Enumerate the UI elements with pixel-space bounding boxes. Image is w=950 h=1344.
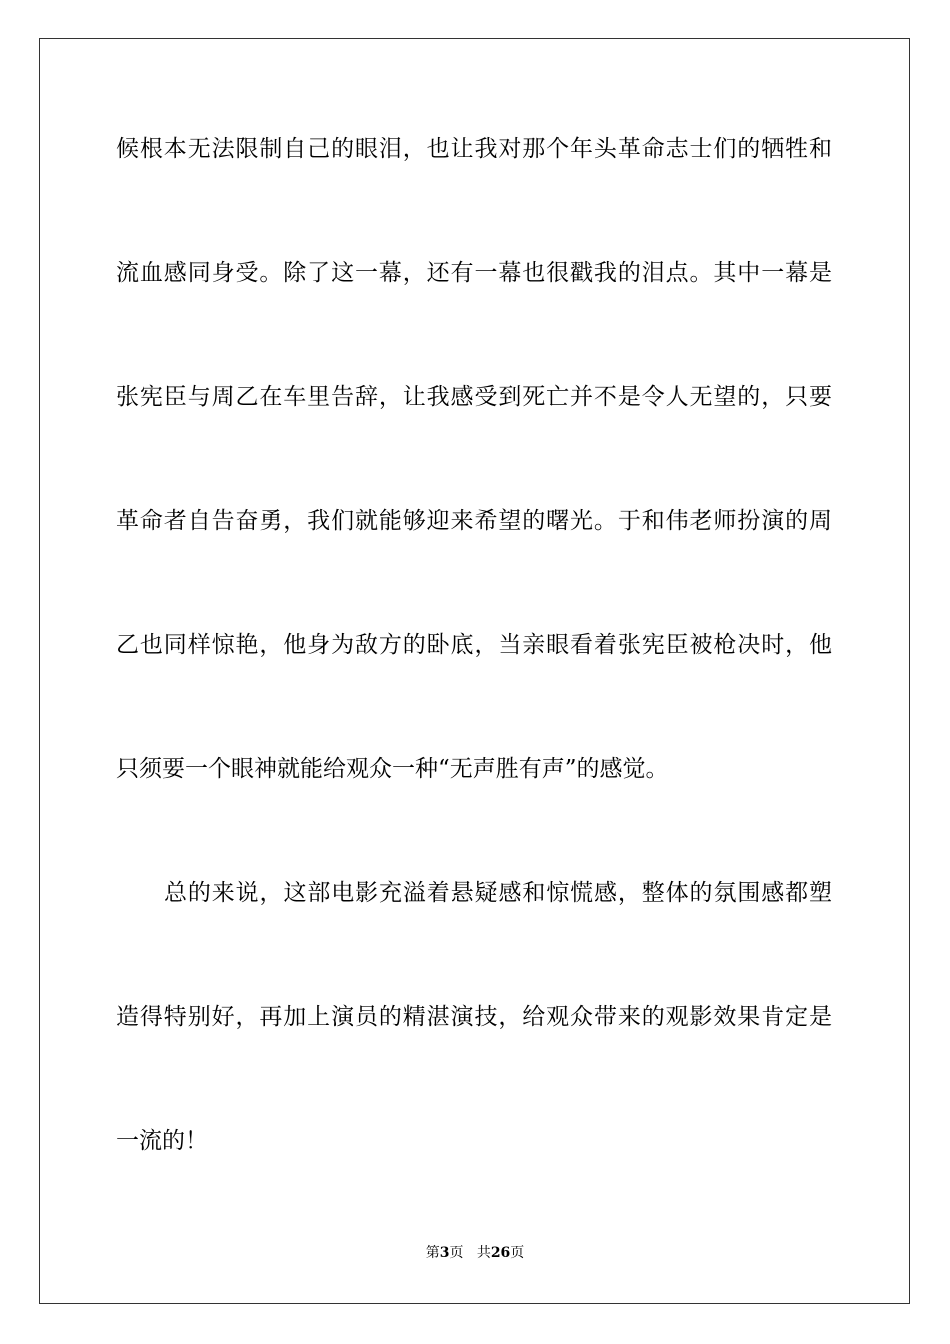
page-number: 3 [439,1245,450,1261]
text-line: 一流的！ [116,1128,208,1154]
total-pages: 26 [490,1245,511,1261]
text-line: 革命者自告奋勇，我们就能够迎来希望的曙光。于和伟老师扮演的周 [116,508,832,534]
text-line: 候根本无法限制自己的眼泪，也让我对那个年头革命志士们的牺牲和 [116,136,832,162]
text-line: 只须要一个眼神就能给观众一种“无声胜有声”的感觉。 [116,756,669,782]
text-line: 乙也同样惊艳，他身为敌方的卧底，当亲眼看着张宪臣被枪决时，他 [116,632,832,658]
total-suffix: 页 [510,1245,525,1261]
page-border [39,38,910,1304]
page-prefix: 第 [425,1245,440,1261]
total-prefix: 共 [476,1245,491,1261]
page-footer [0,1244,950,1262]
paragraph-first-line: 总的来说，这部电影充溢着悬疑感和惊慌感，整体的氛围感都塑 [164,880,832,906]
text-line: 张宪臣与周乙在车里告辞，让我感受到死亡并不是令人无望的，只要 [116,384,832,410]
page-suffix: 页 [449,1245,464,1261]
text-line: 造得特别好，再加上演员的精湛演技，给观众带来的观影效果肯定是 [116,1004,832,1030]
text-line: 流血感同身受。除了这一幕，还有一幕也很戳我的泪点。其中一幕是 [116,260,832,286]
